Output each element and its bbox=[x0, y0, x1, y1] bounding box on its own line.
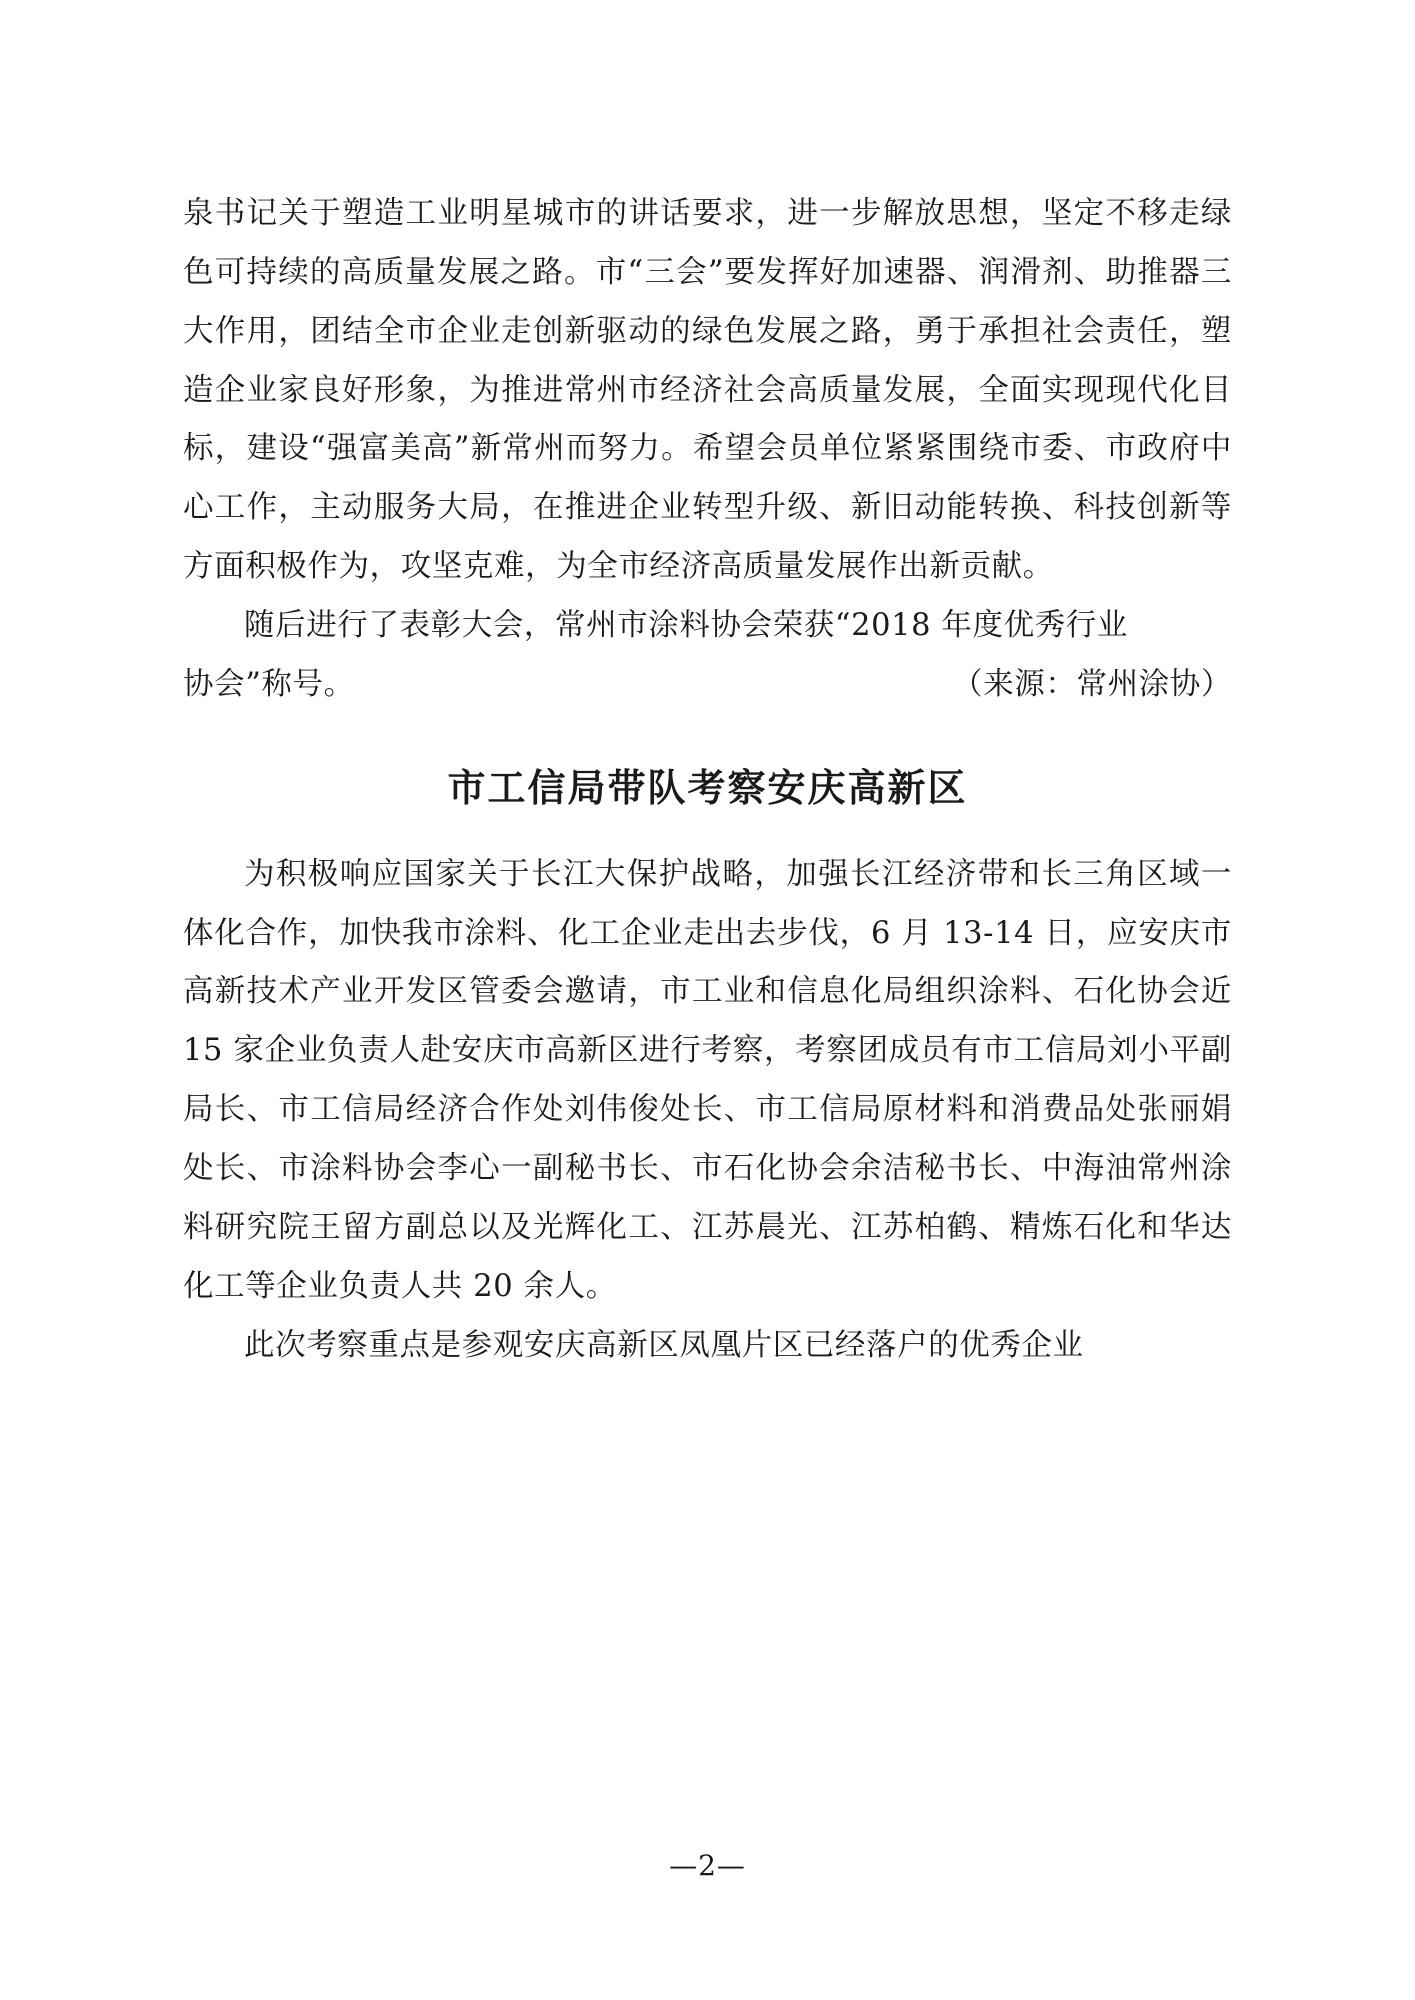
section-one bbox=[183, 185, 1232, 715]
paragraph-continuation: 泉书记关于塑造工业明星城市的讲话要求，进一步解放思想，坚定不移走绿色可持续的高质量发展之路。市“三会”要发挥好加速器、润滑剂、助推器三大作用，团结全市企业走创新驱动的绿色发展之路，勇于承担社会责任，塑造企业家良好形象，为推进常州市经济社会高质量发展，全面实现现代化目标，建设“强富美高”新常州而努力。希望会员单位紧紧围绕市委、市政府中心工作，主动服务大局，在推进企业转型升级、新旧动能转换、科技创新等方面积极作为，攻坚克难，为全市经济高质量发展作出新贡献。 bbox=[183, 196, 1232, 585]
paragraph-body-2: 此次考察重点是参观安庆高新区凤凰片区已经落户的优秀企业 bbox=[244, 1327, 1084, 1363]
page-number: —2— bbox=[669, 1849, 746, 1882]
article-title: 市工信局带队考察安庆高新区 bbox=[447, 764, 968, 810]
award-paragraph-tail: 协会”称号。 bbox=[183, 666, 355, 702]
section-two bbox=[183, 846, 1232, 1376]
paragraph-award: 随后进行了表彰大会，常州市涂料协会荣获“2018 年度优秀行业 bbox=[244, 608, 1129, 644]
paragraph-body-1: 为积极响应国家关于长江大保护战略，加强长江经济带和长三角区域一体化合作，加快我市涂料、化工企业走出去步伐，6 月 13-14 日，应安庆市高新技术产业开发区管委会邀请，市工业和信息化局组织涂料、石化协会近 15 家企业负责人赴安庆市高新区进行考察，考察团成员有市工信局刘小平副局长、市工信局经济合作处刘伟俊处长、市工信局原材料和消费品处张丽娟处长、市涂料协会李心一副秘书长、市石化协会余洁秘书长、中海油常州涂料研究院王留方副总以及光辉化工、江苏晨光、江苏柏鹤、精炼石化和华达化工等企业负责人共 20 余人。 bbox=[183, 856, 1232, 1304]
source-attribution: （来源：常州涂协） bbox=[952, 666, 1232, 702]
source-attribution-line bbox=[183, 656, 1232, 715]
